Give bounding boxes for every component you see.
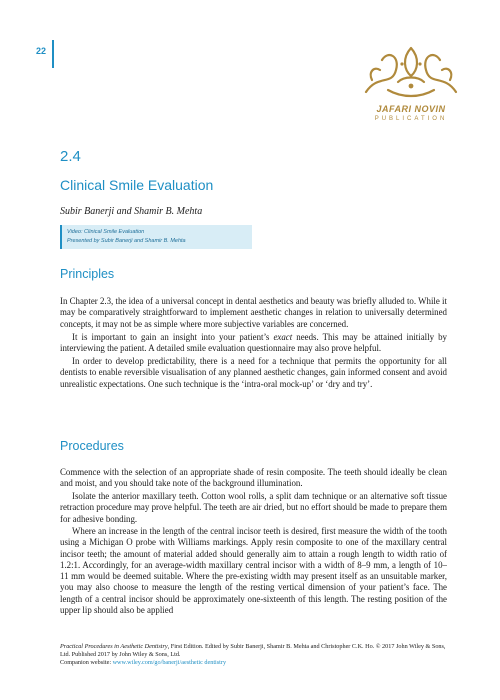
companion-link[interactable]: www.wiley.com/go/banerji/aesthetic dentistry	[112, 659, 227, 667]
principles-paragraph-2-start: It is important to gain an insight into your patient’s	[72, 332, 274, 342]
section-heading-principles: Principles	[60, 267, 115, 281]
book-title: Practical Procedures in Aesthetic Dentistry	[60, 643, 168, 650]
page-number: 22	[36, 46, 47, 56]
video-presenters: Presented by Subir Banerji and Shamir B. Mehta	[67, 238, 186, 244]
procedures-paragraph-2: Isolate the anterior maxillary teeth. Cotton wool rolls, a split dam technique or an alternative soft tissue retraction procedure may prove helpful. The teeth are air dried, but no effort should be made to prepare them for adhesive bonding.	[60, 491, 447, 524]
principles-paragraph-2-emphasis: exact	[273, 332, 293, 342]
video-title: Video: Clinical Smile Evaluation	[67, 229, 145, 235]
publisher-subtitle: PUBLICATION	[374, 116, 448, 122]
principles-paragraph-3: In order to develop predictability, there is a need for a technique that permits the opportunity for all dentists to enable reversible visualisation of any planned aesthetic changes, gain informed consent and avoid unrealistic expectations. One such technique is the ‘intra-oral mock-up’ or ‘dry and try’.	[60, 356, 447, 389]
section-heading-procedures: Procedures	[60, 439, 124, 453]
procedures-paragraph-1: Commence with the selection of an appropriate shade of resin composite. The teeth should ideally be clean and moist, and you should take note of the background illumination.	[60, 467, 447, 489]
chapter-title: Clinical Smile Evaluation	[60, 177, 214, 193]
publisher-logo	[358, 40, 464, 124]
video-callout[interactable]	[60, 225, 252, 249]
chapter-number: 2.4	[60, 148, 81, 165]
companion-label: Companion website:	[60, 659, 113, 667]
page-footer	[60, 643, 447, 668]
publisher-emblem-icon	[358, 40, 464, 104]
page-number-rule	[52, 40, 54, 68]
publisher-name: JAFARI NOVIN	[376, 104, 446, 114]
citation-text: , First Edition. Edited by Subir Banerji, Shamir B. Mehta and Christopher C.K. Ho. © 2017 John Wiley & Sons, Ltd. Published 2017 by John Wiley & Sons, Ltd.	[60, 643, 446, 659]
procedures-paragraph-3: Where an increase in the length of the central incisor teeth is desired, first measure the width of the tooth using a Michigan O probe with Williams markings. Apply resin composite to one of the maxillary central incisor teeth; the amount of material added should generally aim to attain a rough length to width ratio of 1.2:1. Accordingly, for an average-width maxillary central incisor with a width of 8–9 mm, a length of 10–11 mm would be deemed suitable. Where the pre-existing width may present itself as an unsuitable marker, you may also choose to measure the length of the resting vertical dimension of your patient’s face. The length of a central incisor should be approximately one-sixteenth of this length. The resting position of the upper lip should also be applied	[60, 526, 447, 616]
principles-paragraph-2	[60, 332, 447, 355]
book-citation	[60, 643, 447, 659]
principles-paragraph-2-end: needs. This may be attained initially by interviewing the patient. A detailed smile evaluation questionnaire may also prove helpful.	[60, 332, 447, 354]
chapter-authors: Subir Banerji and Shamir B. Mehta	[60, 206, 203, 217]
principles-paragraph-1: In Chapter 2.3, the idea of a universal concept in dental aesthetics and beauty was briefly alluded to. While it may be comparatively straightforward to implement aesthetic changes in relation to universally determined concepts, it may not be as simple where more subjective variables are concerned.	[60, 296, 447, 329]
companion-website	[60, 659, 447, 667]
